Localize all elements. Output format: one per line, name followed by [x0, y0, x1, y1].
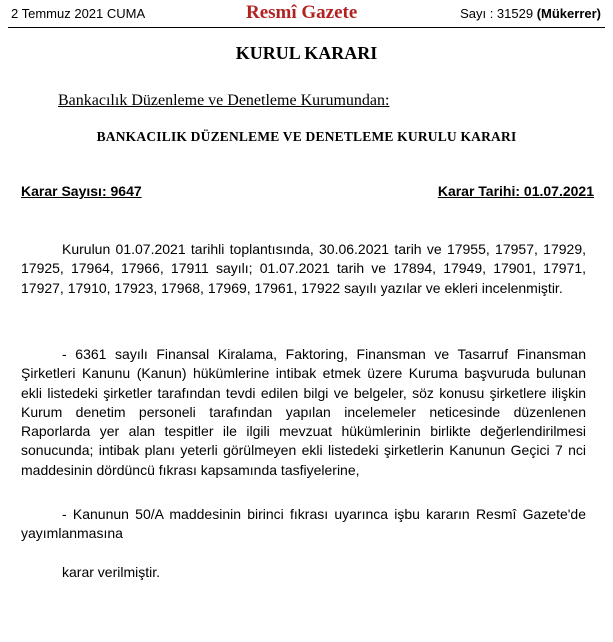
section-title: KURUL KARARI: [235, 43, 378, 63]
decision-number: Karar Sayısı: 9647: [21, 183, 142, 199]
paragraph-text: karar verilmiştir.: [62, 564, 161, 580]
paragraph: [21, 240, 586, 298]
paragraph: [21, 563, 586, 582]
paragraph-text: Kurulun 01.07.2021 tarihli toplantısında, 30.06.2021 tarih ve 17955, 17957, 17929, 17925, 17964, 17966, 17911 sayılı; 01.07.2021 tarih ve 17894, 17949, 17901, 17971, 17927, 17910, 17923, 17968, 17969, 17961, 17922 sayılı yazılar ve ekleri incelenmiştir.: [21, 241, 586, 296]
issue-note: (Mükerrer): [536, 6, 601, 21]
header-date: 2 Temmuz 2021 CUMA: [11, 6, 146, 21]
paragraph-text: - Kanunun 50/A maddesinin birinci fıkrası uyarınca işbu kararın Resmî Gazete'de yayımlanmasına: [21, 506, 586, 542]
institution-name: Bankacılık Düzenleme ve Denetleme Kurumundan:: [58, 92, 390, 109]
header-divider: [8, 27, 605, 28]
paragraph-text: - 6361 sayılı Finansal Kiralama, Faktoring, Finansman ve Tasarruf Finansman Şirketleri Kanunu (Kanun) hükümlerine intibak etmek üzere Kuruma başvuruda bulunan ekli listedeki şirketler tarafından tevdi edilen bilgi ve belgeler, söz konusu şirketlere ilişkin Kurum denetim personeli tarafından yapılan incelemeler neticesinde düzenlenen Raporlarda yer alan tespitler ile ilgili mevzuat hükümlerinin birlikte değerlendirilmesi sonucunda; intibak planı yeterli görülmeyen ekli listedeki şirketlerin Kanunun Geçici 7 nci maddesinin dördüncü fıkrası kapsamında tasfiyelerine,: [21, 346, 586, 478]
paragraph: [21, 345, 586, 480]
issue-number: Sayı : 31529: [460, 6, 534, 21]
gazette-header: [0, 0, 613, 30]
paragraph: [21, 505, 586, 544]
gazette-title: Resmî Gazete: [246, 2, 358, 23]
header-issue: [460, 6, 601, 21]
board-decision-title: BANKACILIK DÜZENLEME VE DENETLEME KURULU KARARI: [96, 129, 517, 144]
decision-date: Karar Tarihi: 01.07.2021: [437, 183, 594, 199]
